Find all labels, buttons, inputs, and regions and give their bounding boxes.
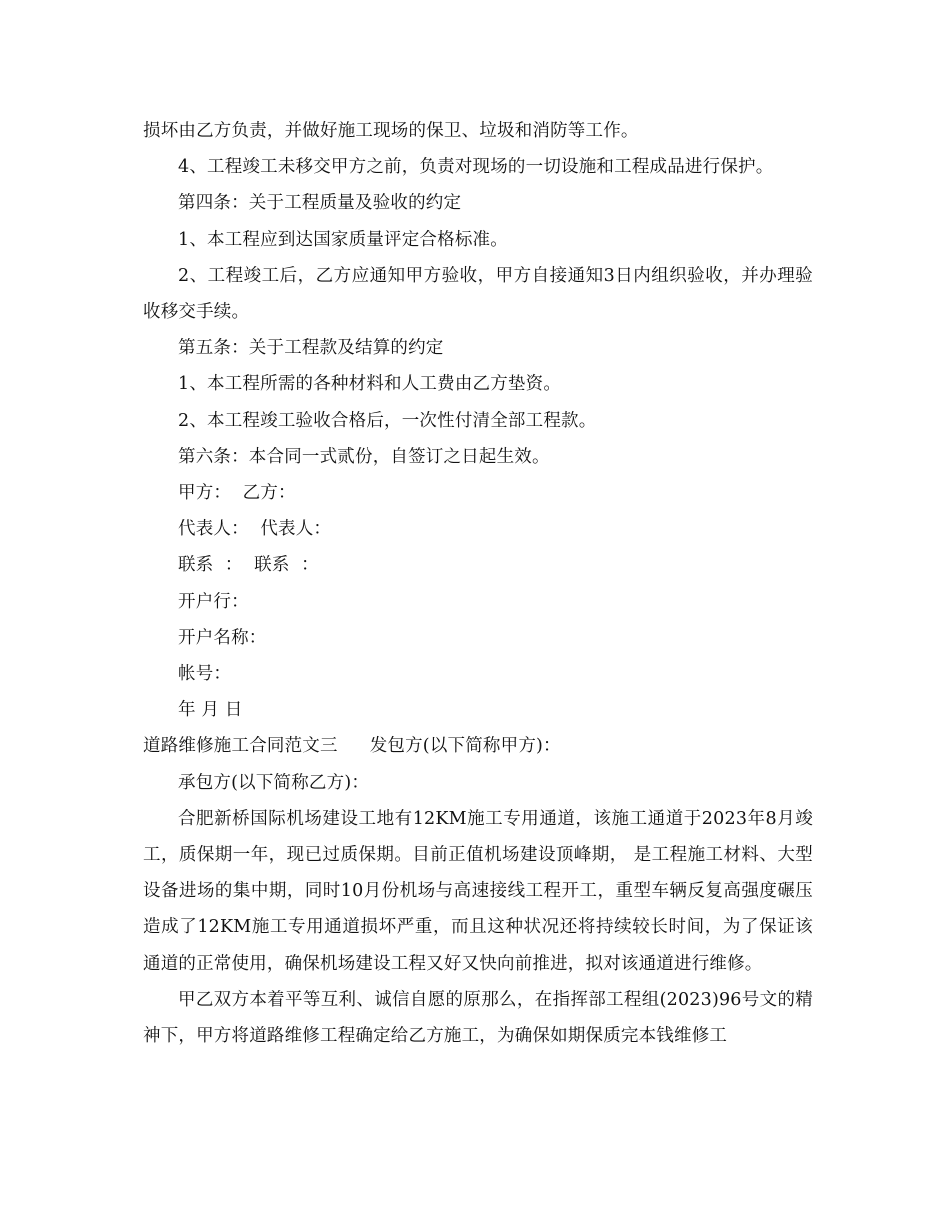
article-5-item-1: 1、本工程所需的各种材料和人工费由乙方垫资。 xyxy=(178,374,562,395)
clause-item-4: 4、工程竣工未移交甲方之前，负责对现场的一切设施和工程成品进行保护。 xyxy=(178,157,774,178)
article-4-item-2: 2、工程竣工后，乙方应通知甲方验收，甲方自接通知3日内组织验收，并办理验收移交手续。 xyxy=(143,265,813,323)
article-4-item-1: 1、本工程应到达国家质量评定合格标准。 xyxy=(178,229,508,250)
signature-representative-line: 代表人： 代表人： xyxy=(178,519,332,540)
signature-bank-line: 开户行： xyxy=(178,591,249,612)
signature-account-number-line: 帐号： xyxy=(178,664,232,685)
employer-label: 发包方(以下简称甲方)： xyxy=(369,736,561,757)
background-paragraph: 合肥新桥国际机场建设工地有12KM施工专用通道，该施工通道于2023年8月竣工，质保期一年，现已过质保期。目前正值机场建设顶峰期， 是工程施工材料、大型设备进场的集中期，同时10月份机场与高速接线工程开工，重型车辆反复高强度碾压造成了12KM施工专用通道损坏严重，而且这种状况还将持续较长时间，为了保证该通道的正常使用，确保机场建设工程又好又快向前推进，拟对该通道进行维修。 xyxy=(143,808,813,974)
article-5-item-2: 2、本工程竣工验收合格后，一次性付清全部工程款。 xyxy=(178,410,597,431)
signature-date-line: 年 月 日 xyxy=(178,700,243,721)
article-4-heading: 第四条：关于工程质量及验收的约定 xyxy=(178,193,462,214)
agreement-paragraph: 甲乙双方本着平等互利、诚信自愿的原那么，在指挥部工程组(2023)96号文的精神下，甲方将道路维修工程确定给乙方施工，为确保如期保质完本钱维修工 xyxy=(143,989,813,1047)
article-5-heading: 第五条：关于工程款及结算的约定 xyxy=(178,338,444,359)
document-body xyxy=(143,113,813,1054)
signature-account-name-line: 开户名称： xyxy=(178,627,267,648)
paragraph-continuation: 损坏由乙方负责，并做好施工现场的保卫、垃圾和消防等工作。 xyxy=(143,121,639,141)
signature-contact-line: 联系 ： 联系 ： xyxy=(178,555,319,576)
contract-title: 道路维修施工合同范文三 xyxy=(143,736,338,757)
contractor-label: 承包方(以下简称乙方)： xyxy=(178,772,370,793)
contract-title-line xyxy=(143,728,813,764)
signature-party-line: 甲方： 乙方： xyxy=(178,483,296,504)
article-6: 第六条：本合同一式贰份，自签订之日起生效。 xyxy=(178,446,550,467)
